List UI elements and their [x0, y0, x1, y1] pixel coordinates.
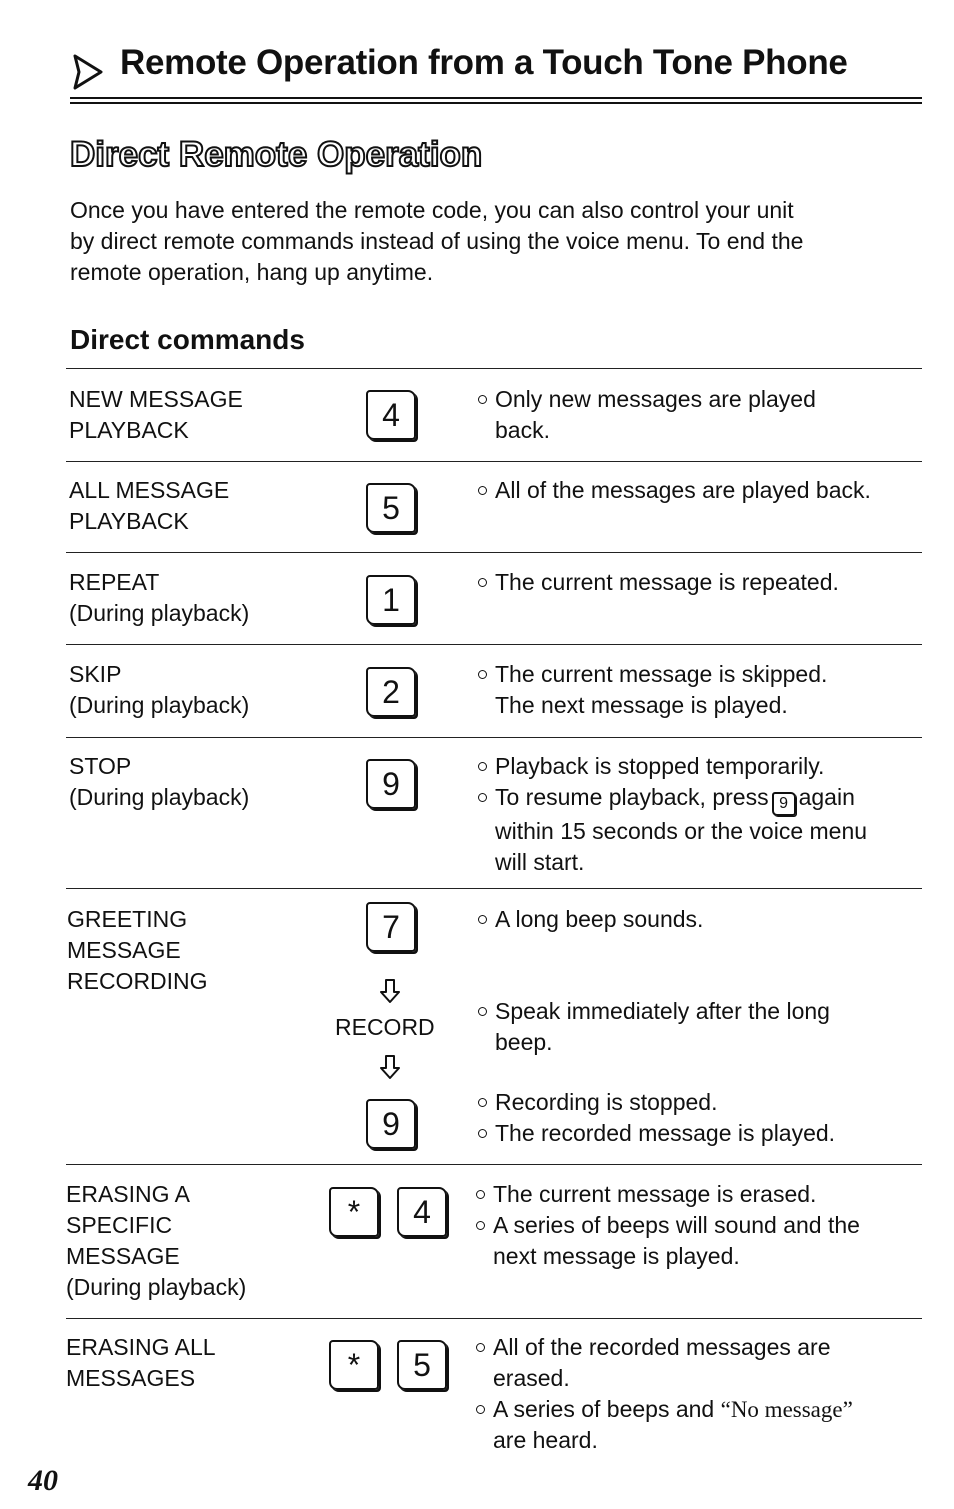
- down-arrow-icon: [380, 1054, 400, 1080]
- description-text: The current message is skipped.: [495, 661, 828, 687]
- label-line: ALL MESSAGE: [69, 477, 230, 503]
- label-line: PLAYBACK: [69, 417, 189, 443]
- intro-line: by direct remote commands instead of using the voice menu. To end the: [70, 228, 804, 254]
- command-description: [478, 996, 918, 1058]
- label-line: RECORDING: [67, 968, 208, 994]
- command-description: [478, 751, 922, 878]
- label-line: SKIP: [69, 661, 122, 687]
- intro-paragraph: [70, 195, 920, 288]
- command-label: [66, 1179, 246, 1303]
- page-header: [70, 40, 922, 110]
- label-line: REPEAT: [69, 569, 160, 595]
- key-2: 2: [366, 667, 416, 717]
- command-description: [478, 659, 918, 721]
- key-9: 9: [366, 1099, 416, 1149]
- intro-line: remote operation, hang up anytime.: [70, 259, 434, 285]
- table-rule: [66, 1318, 922, 1319]
- command-label: [69, 567, 249, 629]
- key-4: 4: [397, 1187, 447, 1237]
- label-line: ERASING ALL: [66, 1334, 216, 1360]
- command-description: [478, 1087, 918, 1149]
- description-text: A long beep sounds.: [495, 906, 704, 932]
- commands-title: Direct commands: [70, 324, 305, 355]
- command-label: [66, 1332, 216, 1394]
- header-title: Remote Operation from a Touch Tone Phone: [120, 43, 848, 82]
- table-rule: [66, 552, 922, 553]
- description-text: next message is played.: [493, 1243, 740, 1269]
- description-text: All of the recorded messages are: [493, 1334, 831, 1360]
- description-text: All of the messages are played back.: [495, 477, 871, 503]
- label-line: MESSAGES: [66, 1365, 196, 1391]
- command-label: [69, 384, 243, 446]
- command-description: [478, 567, 918, 598]
- table-rule: [66, 461, 922, 462]
- quoted-message-text: “No message”: [720, 1397, 853, 1422]
- key-star: *: [329, 1340, 379, 1390]
- table-rule: [66, 644, 922, 645]
- description-text: again: [798, 784, 855, 810]
- hollow-arrow-right-icon: [70, 50, 106, 94]
- table-rule: [66, 737, 922, 738]
- description-text: beep.: [495, 1029, 553, 1055]
- label-line: (During playback): [69, 692, 250, 718]
- description-text: The current message is repeated.: [495, 569, 839, 595]
- key-9: 9: [366, 759, 416, 809]
- command-description: [478, 384, 918, 446]
- description-text: erased.: [493, 1365, 570, 1391]
- label-line: STOP: [69, 753, 132, 779]
- description-text: are heard.: [493, 1427, 598, 1453]
- key-star: *: [329, 1187, 379, 1237]
- record-label: RECORD: [335, 1014, 435, 1040]
- intro-line: Once you have entered the remote code, you can also control your unit: [70, 197, 794, 223]
- command-description: [476, 1332, 922, 1456]
- description-text: Speak immediately after the long: [495, 998, 830, 1024]
- table-rule: [66, 368, 922, 369]
- description-text: will start.: [495, 849, 585, 875]
- command-description: [478, 904, 918, 935]
- description-text: A series of beeps will sound and the: [493, 1212, 860, 1238]
- label-line: NEW MESSAGE: [69, 386, 243, 412]
- label-line: MESSAGE: [66, 1243, 180, 1269]
- label-line: (During playback): [69, 784, 250, 810]
- key-1: 1: [366, 575, 416, 625]
- table-rule: [66, 888, 922, 889]
- down-arrow-icon: [380, 978, 400, 1004]
- label-line: (During playback): [66, 1274, 247, 1300]
- description-text: To resume playback, press: [495, 784, 769, 810]
- command-label: [69, 659, 249, 721]
- label-line: ERASING A: [66, 1181, 190, 1207]
- command-description: [476, 1179, 922, 1272]
- key-4: 4: [366, 390, 416, 440]
- command-label: [69, 475, 229, 537]
- table-rule: [66, 1164, 922, 1165]
- command-label: [67, 904, 208, 997]
- description-text: The recorded message is played.: [495, 1120, 836, 1146]
- description-text: Playback is stopped temporarily.: [495, 753, 825, 779]
- description-text: back.: [495, 417, 550, 443]
- description-text: within 15 seconds or the voice menu: [495, 818, 868, 844]
- section-title: Direct Remote Operation: [70, 135, 483, 174]
- description-text: The current message is erased.: [493, 1181, 817, 1207]
- label-line: (During playback): [69, 600, 250, 626]
- description-text: Recording is stopped.: [495, 1089, 718, 1115]
- key-7: 7: [366, 902, 416, 952]
- label-line: GREETING: [67, 906, 188, 932]
- description-text: The next message is played.: [495, 692, 788, 718]
- description-text: Only new messages are played: [495, 386, 816, 412]
- header-divider: [70, 97, 922, 104]
- inline-key-9: 9: [772, 792, 796, 816]
- key-5: 5: [366, 483, 416, 533]
- label-line: SPECIFIC: [66, 1212, 173, 1238]
- command-description: [478, 475, 922, 506]
- key-5: 5: [397, 1340, 447, 1390]
- command-label: [69, 751, 249, 813]
- label-line: PLAYBACK: [69, 508, 189, 534]
- description-text: A series of beeps and: [493, 1396, 721, 1422]
- page-number: 40: [28, 1464, 58, 1497]
- label-line: MESSAGE: [67, 937, 181, 963]
